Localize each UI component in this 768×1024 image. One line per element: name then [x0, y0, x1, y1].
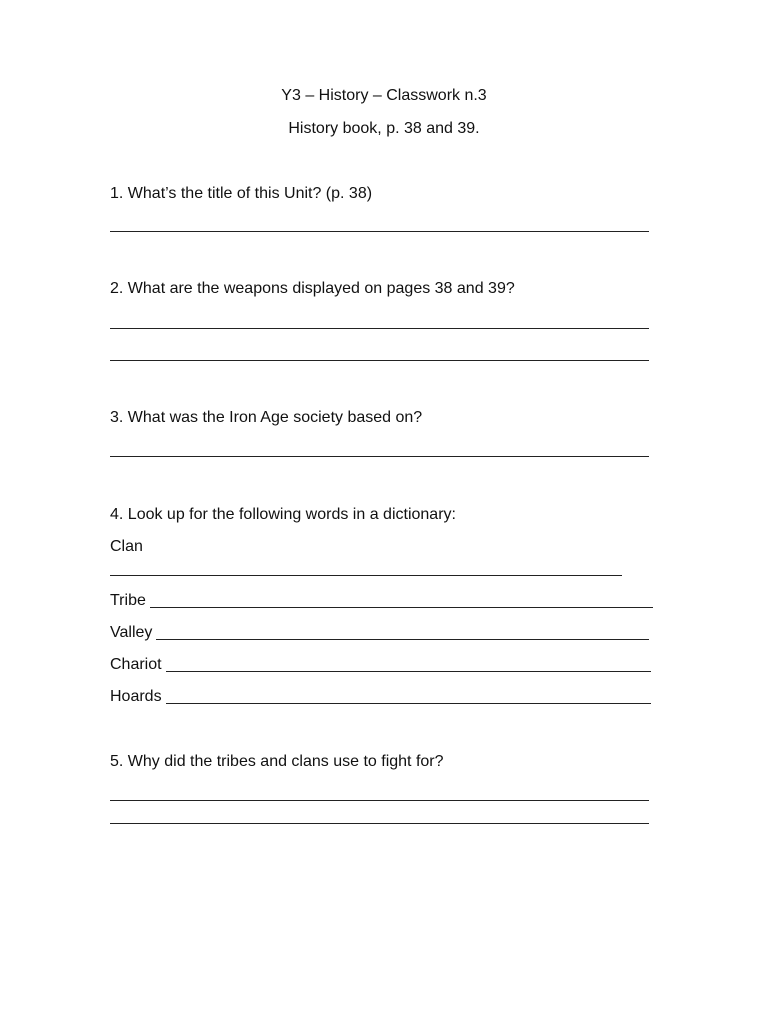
vocab-row-chariot [110, 655, 651, 675]
question-5: 5. Why did the tribes and clans use to fight for? [110, 753, 444, 770]
answer-line-2b[interactable] [110, 360, 649, 361]
answer-line-tribe[interactable] [150, 607, 653, 608]
question-3: 3. What was the Iron Age society based on? [110, 409, 423, 426]
answer-line-1[interactable] [110, 231, 649, 232]
vocab-word-valley: Valley [110, 624, 153, 641]
worksheet-title: Y3 – History – Classwork n.3 [281, 87, 487, 104]
vocab-word-tribe: Tribe [110, 592, 146, 609]
answer-line-hoards[interactable] [166, 703, 651, 704]
vocab-word-clan: Clan [110, 538, 143, 555]
answer-line-2a[interactable] [110, 328, 649, 329]
answer-line-valley[interactable] [156, 639, 649, 640]
answer-line-clan[interactable] [110, 575, 622, 576]
vocab-word-hoards: Hoards [110, 688, 162, 705]
answer-line-3[interactable] [110, 456, 649, 457]
question-2: 2. What are the weapons displayed on pages 38 and 39? [110, 280, 515, 297]
question-4: 4. Look up for the following words in a dictionary: [110, 506, 456, 523]
answer-line-5a[interactable] [110, 800, 649, 801]
worksheet-subtitle: History book, p. 38 and 39. [288, 120, 480, 137]
question-1: 1. What’s the title of this Unit? (p. 38) [110, 185, 373, 202]
answer-line-5b[interactable] [110, 823, 649, 824]
vocab-row-tribe [110, 591, 653, 611]
vocab-row-valley [110, 623, 649, 643]
vocab-word-chariot: Chariot [110, 656, 162, 673]
answer-line-chariot[interactable] [166, 671, 651, 672]
vocab-row-hoards [110, 687, 651, 707]
